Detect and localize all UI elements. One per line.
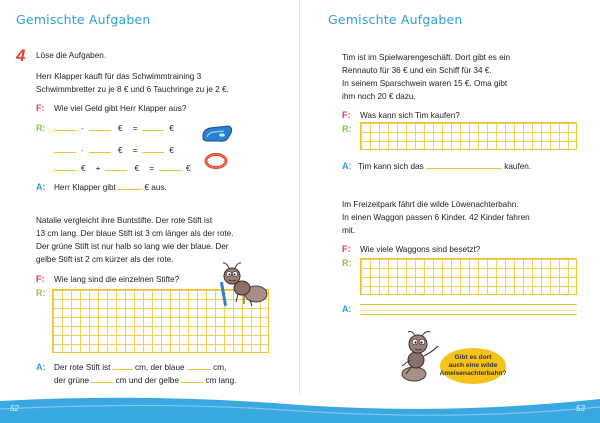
problem3-line-3: In seinem Sparschwein waren 15 €. Oma gibt: [342, 79, 508, 88]
problem2-line-4: gelbe Stift ist 2 cm kürzer als der rote.: [36, 255, 174, 264]
answer-label: A:: [342, 304, 352, 314]
answer-2-line-1: Der rote Stift ist cm, der blaue cm,: [54, 363, 227, 372]
problem4-line-1: Im Freizeitpark fährt die wilde Löwenachterbahn.: [342, 200, 519, 209]
question-3: Was kann sich Tim kaufen?: [360, 111, 460, 120]
equation-blank[interactable]: [159, 162, 181, 171]
equation-blank[interactable]: [142, 122, 164, 131]
page-number-right: 53: [576, 404, 585, 413]
question-label: F:: [36, 103, 45, 113]
page-title-right: Gemischte Aufgaben: [328, 12, 463, 27]
answer-blank[interactable]: [426, 160, 502, 169]
calculation-label: R:: [36, 288, 46, 298]
problem3-line-1: Tim ist im Spielwarengeschäft. Dort gibt es ein: [342, 53, 511, 62]
equation-blank[interactable]: [89, 144, 111, 153]
task-instruction: Löse die Aufgaben.: [36, 51, 107, 60]
calculation-label: R:: [342, 258, 352, 268]
question-4: Wie viele Waggons sind besetzt?: [360, 245, 481, 254]
calculation-label: R:: [36, 123, 46, 133]
answer-line[interactable]: [360, 304, 577, 315]
page-title-left: Gemischte Aufgaben: [16, 12, 151, 27]
answer-blank[interactable]: [118, 181, 142, 190]
ant-with-pencil-icon: [218, 260, 270, 308]
answer-label: A:: [36, 182, 46, 192]
equation-blank[interactable]: [54, 144, 76, 153]
page-number-left: 52: [10, 404, 19, 413]
problem4-line-3: mit.: [342, 226, 356, 235]
answer-1: Herr Klapper gibt € aus.: [54, 183, 167, 192]
answer-label: A:: [36, 362, 46, 372]
kickboard-icon: [200, 124, 234, 144]
equation-row-3: € + € = €: [54, 162, 196, 175]
equation-blank[interactable]: [54, 162, 76, 171]
task-number: 4: [16, 46, 26, 65]
answer-blank[interactable]: [187, 361, 211, 370]
calculation-label: R:: [342, 124, 352, 134]
answer-blank[interactable]: [113, 361, 133, 370]
problem4-line-2: In einen Waggon passen 6 Kinder. 42 Kinder fahren: [342, 213, 530, 222]
diving-ring-icon: [204, 152, 228, 170]
equation-blank[interactable]: [105, 162, 127, 171]
ant-pointing-icon: [396, 330, 440, 384]
wave-decoration: [0, 395, 600, 423]
equation-blank[interactable]: [54, 122, 76, 131]
speech-bubble: Gibt es dort auch eine wilde Ameisenachterbahn?: [440, 348, 506, 384]
problem2-line-2: 13 cm lang. Der blaue Stift ist 3 cm länger als der rote.: [36, 229, 234, 238]
problem3-line-4: ihm noch 20 € dazu.: [342, 92, 416, 101]
answer-label: A:: [342, 161, 352, 171]
answer-blank[interactable]: [181, 374, 203, 383]
equation-row-1: · € = €: [54, 122, 179, 135]
answer-2-line-2: der grüne cm und der gelbe cm lang.: [54, 376, 237, 385]
equation-row-2: · € = €: [54, 144, 179, 157]
question-label: F:: [342, 244, 351, 254]
question-label: F:: [36, 274, 45, 284]
question-label: F:: [342, 110, 351, 120]
calculation-grid[interactable]: [360, 258, 577, 295]
answer-blank[interactable]: [91, 374, 113, 383]
page-footer-band: [0, 395, 600, 423]
equation-blank[interactable]: [142, 144, 164, 153]
calculation-grid[interactable]: [360, 122, 577, 150]
equation-blank[interactable]: [89, 122, 111, 131]
problem2-line-3: Der grüne Stift ist nur halb so lang wie der blaue. Der: [36, 242, 229, 251]
answer-3: Tim kann sich das kaufen.: [358, 162, 532, 171]
question-2: Wie lang sind die einzelnen Stifte?: [54, 275, 180, 284]
question-1: Wie viel Geld gibt Herr Klapper aus?: [54, 104, 187, 113]
problem1-line-1: Herr Klapper kauft für das Schwimmtraining 3: [36, 72, 202, 81]
problem2-line-1: Natalie vergleicht ihre Buntstifte. Der rote Stift ist: [36, 216, 213, 225]
problem1-line-2: Schwimmbretter zu je 8 € und 6 Tauchringe zu je 2 €.: [36, 85, 229, 94]
problem3-line-2: Rennauto für 36 € und ein Schiff für 34 €.: [342, 66, 492, 75]
